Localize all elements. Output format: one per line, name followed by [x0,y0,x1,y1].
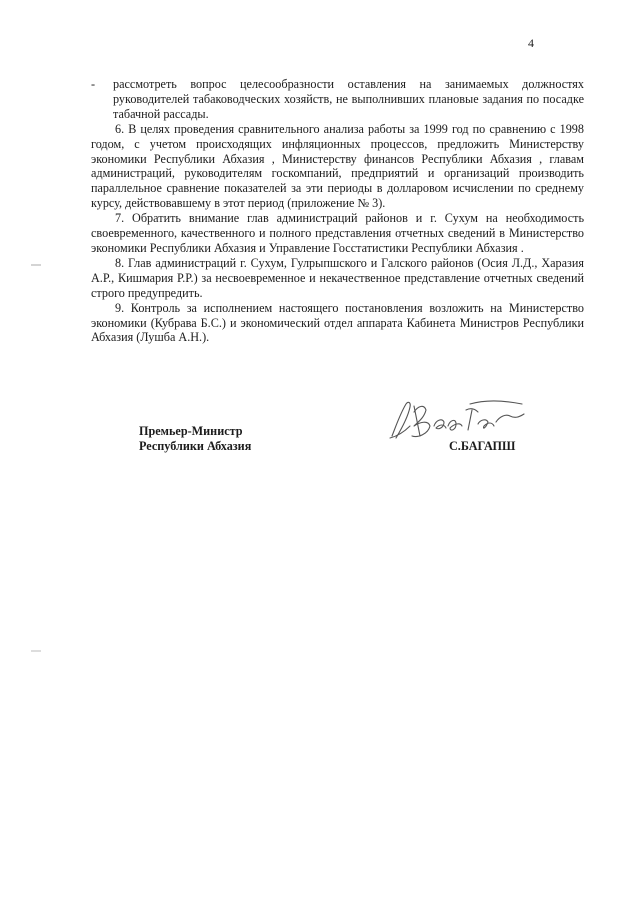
bullet-item [91,77,584,122]
scan-speck [30,648,42,654]
bullet-marker: - [91,77,96,91]
signatory-name: С.БАГАПШ [449,439,516,453]
page-number: 4 [528,36,534,50]
paragraph-9: 9. Контроль за исполнением настоящего постановления возложить на Министерство экономики (Кубрава Б.С.) и экономический отдел аппарата Кабинета Министров Республики Абхазия (Лушба А.Н.). [91,300,584,345]
bullet-text: рассмотреть вопрос целесообразности оставления на занимаемых должностях руководителей табаководческих хозяйств, не выполнивших плановые задания по посадке табачной рассады. [113,77,584,121]
paragraph-8: 8. Глав администраций г. Сухум, Гулрыпшского и Галского районов (Осия Л.Д., Харазия А.Р., Кишмария Р.Р.) за несвоевременное и некачественное представление отчетных сведений строго предупредить. [91,255,584,300]
scan-speck [30,262,42,268]
document-body [91,77,584,345]
paragraph-6: 6. В целях проведения сравнительного анализа работы за 1999 год по сравнению с 1998 годом, с учетом происходящих инфляционных процессов, предложить Министерству экономики Республики Абхазия , Министерству финансов Республики Абхазия , главам администраций, руководителям госкомпаний, предприятий и организаций производить параллельное сравнение показателей за эти периоды в долларовом исчислении по среднему курсу, действовавшему в этот период (приложение № 3). [91,121,584,211]
signatory-title [139,424,251,454]
paragraph-7: 7. Обратить внимание глав администраций районов и г. Сухум на необходимость своевременного, качественного и полного представления отчетных сведений в Министерство экономики Республики Абхазия и Управление Госстатистики Республики Абхазия . [91,211,584,255]
signatory-title-line2: Республики Абхазия [139,439,252,453]
signatory-title-line1: Премьер-Министр [139,424,243,438]
